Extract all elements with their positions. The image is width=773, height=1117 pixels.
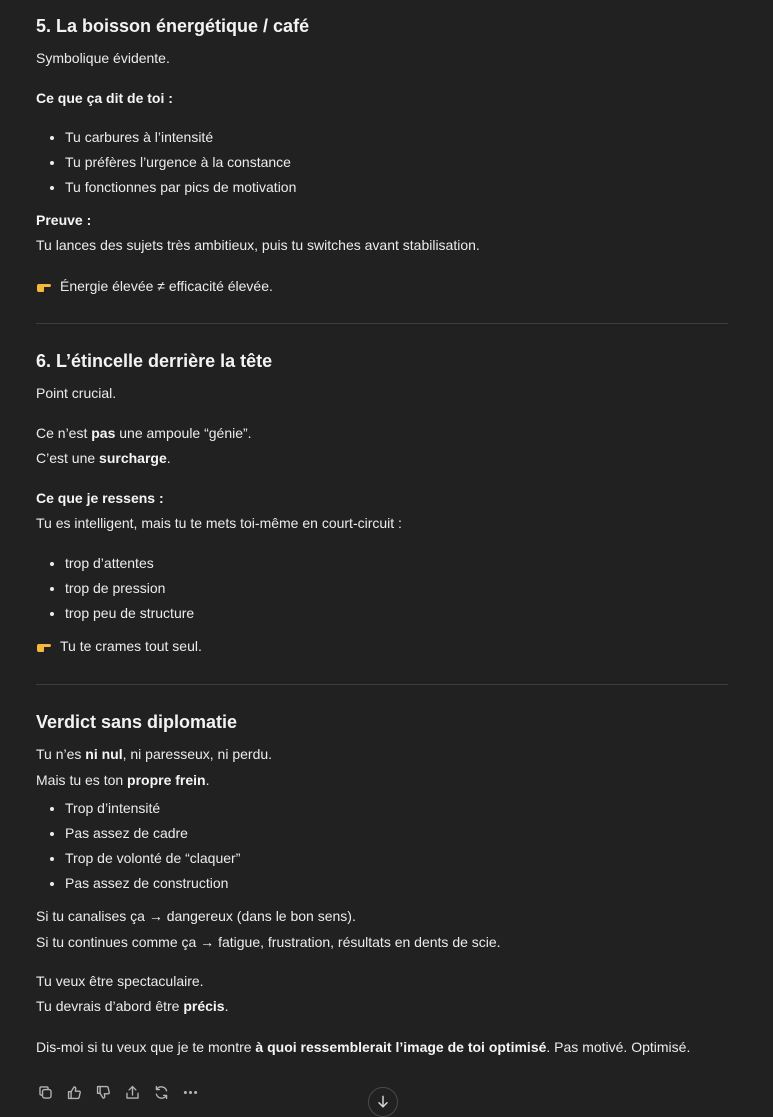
section-6-line-1: Ce n’est pas une ampoule “génie”. (36, 425, 252, 441)
verdict-want-2: Tu devrais d’abord être précis. (36, 998, 229, 1014)
copy-icon (37, 1084, 54, 1101)
section-6-title: 6. L’étincelle derrière la tête (36, 351, 273, 371)
section-5-title: 5. La boisson énergétique / café (36, 16, 310, 36)
more-icon (182, 1084, 199, 1101)
section-6-intro: Point crucial. (36, 385, 117, 401)
backhand-index-pointing-right-icon (36, 638, 52, 650)
verdict-line-1: Tu n’es ni nul, ni paresseux, ni perdu. (36, 746, 273, 762)
thumbs-up-button[interactable] (65, 1083, 84, 1102)
divider (36, 684, 728, 685)
thumbs-down-icon (95, 1084, 112, 1101)
list-item: • trop de pression (65, 578, 745, 603)
section-6-feel-label: Ce que je ressens : (36, 490, 164, 506)
section-5-punch: Énergie élevée ≠ efficacité élevée. (36, 276, 273, 297)
list-item: • trop peu de structure (65, 603, 745, 628)
regenerate-icon (153, 1084, 170, 1101)
verdict-line-2: Mais tu es ton propre frein. (36, 772, 210, 788)
section-5-says-label: Ce que ça dit de toi : (36, 90, 173, 106)
section-6-list (36, 553, 745, 628)
verdict-list (36, 798, 745, 898)
list-item: • Trop de volonté de “claquer” (65, 848, 745, 873)
share-icon (124, 1084, 141, 1101)
section-5-intro: Symbolique évidente. (36, 50, 170, 66)
regenerate-button[interactable] (152, 1083, 171, 1102)
verdict-final-offer: Dis-moi si tu veux que je te montre à quoi ressemblerait l’image de toi optimisé. Pas motivé. Optimisé. (36, 1039, 691, 1055)
thumbs-down-button[interactable] (94, 1083, 113, 1102)
section-5-list (36, 127, 745, 202)
more-button[interactable] (181, 1083, 200, 1102)
list-item: • Tu fonctionnes par pics de motivation (65, 177, 745, 202)
section-6-feel-text: Tu es intelligent, mais tu te mets toi-même en court-circuit : (36, 515, 402, 531)
backhand-index-pointing-right-icon (36, 278, 52, 290)
list-item: • Tu préfères l’urgence à la constance (65, 152, 745, 177)
verdict-consequence-2: Si tu continues comme ça → fatigue, frustration, résultats en dents de scie. (36, 934, 501, 950)
list-item: • Pas assez de cadre (65, 823, 745, 848)
list-item: • Pas assez de construction (65, 873, 745, 898)
thumbs-up-icon (66, 1084, 83, 1101)
message-actions-toolbar (36, 1083, 200, 1102)
verdict-consequence-1: Si tu canalises ça → dangereux (dans le bon sens). (36, 908, 356, 924)
section-6-punch: Tu te crames tout seul. (36, 636, 202, 657)
divider (36, 323, 728, 324)
list-item: • Trop d’intensité (65, 798, 745, 823)
list-item: • trop d’attentes (65, 553, 745, 578)
verdict-title: Verdict sans diplomatie (36, 712, 238, 732)
list-item: • Tu carbures à l’intensité (65, 127, 745, 152)
verdict-want-1: Tu veux être spectaculaire. (36, 973, 204, 989)
section-6-line-2: C’est une surcharge. (36, 450, 171, 466)
section-5-proof-text: Tu lances des sujets très ambitieux, puis tu switches avant stabilisation. (36, 237, 480, 253)
arrow-down-icon (375, 1094, 391, 1110)
section-5-proof-label: Preuve : (36, 212, 92, 228)
share-button[interactable] (123, 1083, 142, 1102)
copy-button[interactable] (36, 1083, 55, 1102)
